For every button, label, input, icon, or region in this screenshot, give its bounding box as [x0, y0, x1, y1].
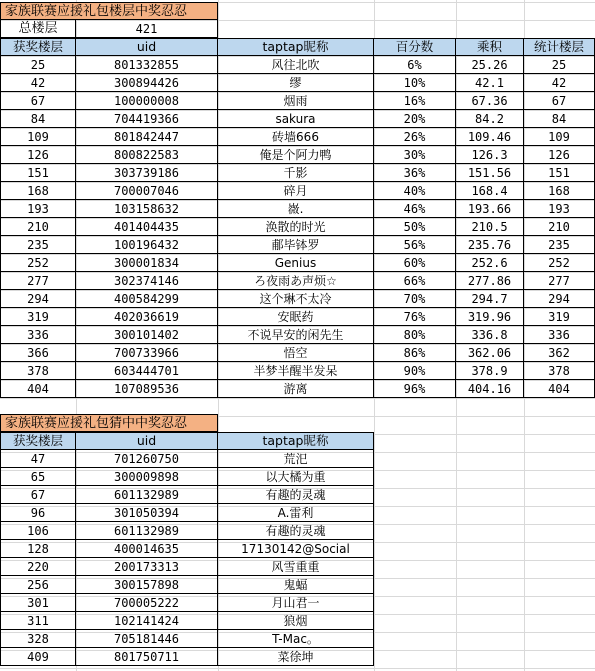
table1-cell-product[interactable]: 235.76 — [456, 236, 524, 254]
table2-cell-floor[interactable]: 96 — [0, 504, 76, 522]
table2-cell-nickname[interactable]: 以大橘为重 — [218, 468, 374, 486]
table1-cell-uid[interactable]: 801332855 — [76, 56, 218, 74]
table1-cell-uid[interactable]: 700733966 — [76, 344, 218, 362]
table1-header-percent[interactable]: 百分数 — [374, 38, 456, 56]
table1-cell-stat-floor[interactable]: 294 — [524, 290, 595, 308]
table1-cell-nickname[interactable]: 涣散的时光 — [218, 218, 374, 236]
table1-cell-stat-floor[interactable]: 404 — [524, 380, 595, 398]
table1-header-stat-floor[interactable]: 统计楼层 — [524, 38, 595, 56]
table1-title[interactable]: 家族联赛应援礼包楼层中奖忍忍 — [0, 2, 218, 20]
table1-cell-nickname[interactable]: 这个琳不太冷 — [218, 290, 374, 308]
table1-cell-floor[interactable]: 252 — [0, 254, 76, 272]
table2-cell-nickname[interactable]: 荒汜 — [218, 450, 374, 468]
table1-header-product[interactable]: 乘积 — [456, 38, 524, 56]
table2-cell-floor[interactable]: 328 — [0, 630, 76, 648]
table1-cell-nickname[interactable]: 不说早安的闲先生 — [218, 326, 374, 344]
table1-cell-percent[interactable]: 50% — [374, 218, 456, 236]
table1-header-floor[interactable]: 获奖楼层 — [0, 38, 76, 56]
table1-cell-product[interactable]: 193.66 — [456, 200, 524, 218]
table1-cell-product[interactable]: 84.2 — [456, 110, 524, 128]
table1-cell-percent[interactable]: 76% — [374, 308, 456, 326]
table1-cell-percent[interactable]: 20% — [374, 110, 456, 128]
table1-cell-percent[interactable]: 46% — [374, 200, 456, 218]
table1-cell-floor[interactable]: 235 — [0, 236, 76, 254]
table2-cell-uid[interactable]: 102141424 — [76, 612, 218, 630]
table2-cell-floor[interactable]: 311 — [0, 612, 76, 630]
table2-cell-uid[interactable]: 601132989 — [76, 486, 218, 504]
table1-cell-percent[interactable]: 40% — [374, 182, 456, 200]
table2-cell-floor[interactable]: 256 — [0, 576, 76, 594]
table1-cell-stat-floor[interactable]: 193 — [524, 200, 595, 218]
table2-cell-uid[interactable]: 801750711 — [76, 648, 218, 666]
table1-cell-stat-floor[interactable]: 277 — [524, 272, 595, 290]
table1-cell-stat-floor[interactable]: 252 — [524, 254, 595, 272]
table1-cell-floor[interactable]: 210 — [0, 218, 76, 236]
table1-cell-percent[interactable]: 36% — [374, 164, 456, 182]
table1-cell-uid[interactable]: 300894426 — [76, 74, 218, 92]
table1-cell-product[interactable]: 109.46 — [456, 128, 524, 146]
table1-cell-stat-floor[interactable]: 126 — [524, 146, 595, 164]
table1-cell-percent[interactable]: 56% — [374, 236, 456, 254]
table1-cell-stat-floor[interactable]: 168 — [524, 182, 595, 200]
table2-header-nickname[interactable]: taptap昵称 — [218, 432, 374, 450]
table1-cell-floor[interactable]: 404 — [0, 380, 76, 398]
table1-cell-uid[interactable]: 401404435 — [76, 218, 218, 236]
table1-cell-nickname[interactable]: 悟空 — [218, 344, 374, 362]
table1-cell-stat-floor[interactable]: 210 — [524, 218, 595, 236]
table2-cell-floor[interactable]: 409 — [0, 648, 76, 666]
table1-cell-percent[interactable]: 10% — [374, 74, 456, 92]
table1-header-uid[interactable]: uid — [76, 38, 218, 56]
table1-cell-product[interactable]: 294.7 — [456, 290, 524, 308]
table2-cell-nickname[interactable]: 有趣的灵魂 — [218, 486, 374, 504]
table2-cell-nickname[interactable]: 有趣的灵魂 — [218, 522, 374, 540]
table1-cell-percent[interactable]: 30% — [374, 146, 456, 164]
table2-cell-floor[interactable]: 301 — [0, 594, 76, 612]
table1-cell-uid[interactable]: 303739186 — [76, 164, 218, 182]
table1-cell-product[interactable]: 252.6 — [456, 254, 524, 272]
table1-cell-percent[interactable]: 60% — [374, 254, 456, 272]
table1-cell-floor[interactable]: 366 — [0, 344, 76, 362]
table1-cell-stat-floor[interactable]: 336 — [524, 326, 595, 344]
table1-cell-uid[interactable]: 107089536 — [76, 380, 218, 398]
table2-cell-nickname[interactable]: T-Mac。 — [218, 630, 374, 648]
table1-cell-floor[interactable]: 277 — [0, 272, 76, 290]
table1-cell-percent[interactable]: 86% — [374, 344, 456, 362]
table1-header-nickname[interactable]: taptap昵称 — [218, 38, 374, 56]
table1-cell-uid[interactable]: 100000008 — [76, 92, 218, 110]
table1-cell-floor[interactable]: 193 — [0, 200, 76, 218]
table1-cell-floor[interactable]: 67 — [0, 92, 76, 110]
table2-cell-uid[interactable]: 705181446 — [76, 630, 218, 648]
table1-cell-uid[interactable]: 402036619 — [76, 308, 218, 326]
table1-cell-percent[interactable]: 66% — [374, 272, 456, 290]
table1-cell-stat-floor[interactable]: 109 — [524, 128, 595, 146]
table2-cell-uid[interactable]: 700005222 — [76, 594, 218, 612]
table2-cell-uid[interactable]: 200173313 — [76, 558, 218, 576]
table1-cell-floor[interactable]: 319 — [0, 308, 76, 326]
table1-cell-stat-floor[interactable]: 378 — [524, 362, 595, 380]
table1-cell-uid[interactable]: 704419366 — [76, 110, 218, 128]
table1-cell-stat-floor[interactable]: 362 — [524, 344, 595, 362]
table1-cell-product[interactable]: 378.9 — [456, 362, 524, 380]
table2-header-floor[interactable]: 获奖楼层 — [0, 432, 76, 450]
total-floor-label[interactable]: 总楼层 — [0, 20, 76, 38]
table1-cell-nickname[interactable]: sakura — [218, 110, 374, 128]
table1-cell-uid[interactable]: 100196432 — [76, 236, 218, 254]
table1-cell-percent[interactable]: 16% — [374, 92, 456, 110]
table1-cell-percent[interactable]: 70% — [374, 290, 456, 308]
table2-cell-nickname[interactable]: 风雪重重 — [218, 558, 374, 576]
table1-cell-product[interactable]: 168.4 — [456, 182, 524, 200]
table1-cell-nickname[interactable]: Genius — [218, 254, 374, 272]
table1-cell-percent[interactable]: 6% — [374, 56, 456, 74]
table1-cell-floor[interactable]: 151 — [0, 164, 76, 182]
table1-cell-uid[interactable]: 300001834 — [76, 254, 218, 272]
table1-cell-nickname[interactable]: 烟雨 — [218, 92, 374, 110]
table1-cell-stat-floor[interactable]: 319 — [524, 308, 595, 326]
table1-cell-nickname[interactable]: 缪 — [218, 74, 374, 92]
table2-cell-floor[interactable]: 47 — [0, 450, 76, 468]
table1-cell-nickname[interactable]: 砖墙666 — [218, 128, 374, 146]
table2-cell-nickname[interactable]: 鬼蝠 — [218, 576, 374, 594]
table1-cell-floor[interactable]: 84 — [0, 110, 76, 128]
table1-cell-product[interactable]: 277.86 — [456, 272, 524, 290]
table2-cell-floor[interactable]: 220 — [0, 558, 76, 576]
table1-cell-floor[interactable]: 42 — [0, 74, 76, 92]
total-floor-value[interactable]: 421 — [76, 20, 218, 38]
table1-cell-floor[interactable]: 336 — [0, 326, 76, 344]
table2-cell-nickname[interactable]: A.雷利 — [218, 504, 374, 522]
table2-cell-floor[interactable]: 67 — [0, 486, 76, 504]
table1-cell-nickname[interactable]: 碎月 — [218, 182, 374, 200]
table1-cell-product[interactable]: 25.26 — [456, 56, 524, 74]
table1-cell-uid[interactable]: 801842447 — [76, 128, 218, 146]
table1-cell-percent[interactable]: 26% — [374, 128, 456, 146]
table2-cell-nickname[interactable]: 月山君一 — [218, 594, 374, 612]
table1-cell-nickname[interactable]: 千影 — [218, 164, 374, 182]
table1-cell-nickname[interactable]: 风往北吹 — [218, 56, 374, 74]
table1-cell-nickname[interactable]: 半梦半醒半发呆 — [218, 362, 374, 380]
table1-cell-uid[interactable]: 302374146 — [76, 272, 218, 290]
table2-cell-floor[interactable]: 65 — [0, 468, 76, 486]
table1-cell-floor[interactable]: 168 — [0, 182, 76, 200]
table1-cell-uid[interactable]: 603444701 — [76, 362, 218, 380]
table1-cell-percent[interactable]: 90% — [374, 362, 456, 380]
table1-cell-floor[interactable]: 378 — [0, 362, 76, 380]
table1-cell-uid[interactable]: 800822583 — [76, 146, 218, 164]
table1-cell-nickname[interactable]: ろ夜雨あ声烦☆ — [218, 272, 374, 290]
table1-cell-stat-floor[interactable]: 151 — [524, 164, 595, 182]
table2-cell-floor[interactable]: 128 — [0, 540, 76, 558]
table1-cell-nickname[interactable]: 郙毕钵罗 — [218, 236, 374, 254]
table2-cell-floor[interactable]: 106 — [0, 522, 76, 540]
table2-cell-nickname[interactable]: 狼烟 — [218, 612, 374, 630]
table1-cell-product[interactable]: 67.36 — [456, 92, 524, 110]
table1-cell-stat-floor[interactable]: 235 — [524, 236, 595, 254]
table1-cell-product[interactable]: 336.8 — [456, 326, 524, 344]
table1-cell-floor[interactable]: 294 — [0, 290, 76, 308]
table1-cell-nickname[interactable]: 俺是个阿力鸭 — [218, 146, 374, 164]
table1-cell-percent[interactable]: 80% — [374, 326, 456, 344]
table1-cell-nickname[interactable]: 游离 — [218, 380, 374, 398]
table2-cell-nickname[interactable]: 菜徐坤 — [218, 648, 374, 666]
table1-cell-floor[interactable]: 126 — [0, 146, 76, 164]
gridline-horizontal — [0, 668, 595, 669]
gridline-horizontal — [0, 398, 595, 399]
table2-cell-uid[interactable]: 701260750 — [76, 450, 218, 468]
table1-cell-stat-floor[interactable]: 42 — [524, 74, 595, 92]
table1-cell-floor[interactable]: 109 — [0, 128, 76, 146]
table1-cell-product[interactable]: 151.56 — [456, 164, 524, 182]
table2-title[interactable]: 家族联赛应援礼包猜中中奖忍忍 — [0, 414, 218, 432]
table1-cell-product[interactable]: 362.06 — [456, 344, 524, 362]
table1-cell-stat-floor[interactable]: 67 — [524, 92, 595, 110]
table2-cell-uid[interactable]: 601132989 — [76, 522, 218, 540]
table1-cell-uid[interactable]: 103158632 — [76, 200, 218, 218]
table2-cell-uid[interactable]: 400014635 — [76, 540, 218, 558]
table2-cell-uid[interactable]: 300009898 — [76, 468, 218, 486]
table1-cell-floor[interactable]: 25 — [0, 56, 76, 74]
table1-cell-product[interactable]: 126.3 — [456, 146, 524, 164]
table1-cell-product[interactable]: 42.1 — [456, 74, 524, 92]
table1-cell-product[interactable]: 319.96 — [456, 308, 524, 326]
table1-cell-uid[interactable]: 300101402 — [76, 326, 218, 344]
table1-cell-nickname[interactable]: 安眠药 — [218, 308, 374, 326]
table1-cell-uid[interactable]: 400584299 — [76, 290, 218, 308]
table1-cell-nickname[interactable]: 嶶. — [218, 200, 374, 218]
table1-cell-product[interactable]: 404.16 — [456, 380, 524, 398]
table2-cell-uid[interactable]: 300157898 — [76, 576, 218, 594]
table2-header-uid[interactable]: uid — [76, 432, 218, 450]
table1-cell-stat-floor[interactable]: 25 — [524, 56, 595, 74]
table2-cell-nickname[interactable]: 17130142@Social — [218, 540, 374, 558]
table1-cell-percent[interactable]: 96% — [374, 380, 456, 398]
table1-cell-stat-floor[interactable]: 84 — [524, 110, 595, 128]
table1-cell-product[interactable]: 210.5 — [456, 218, 524, 236]
table1-cell-uid[interactable]: 700007046 — [76, 182, 218, 200]
table2-cell-uid[interactable]: 301050394 — [76, 504, 218, 522]
